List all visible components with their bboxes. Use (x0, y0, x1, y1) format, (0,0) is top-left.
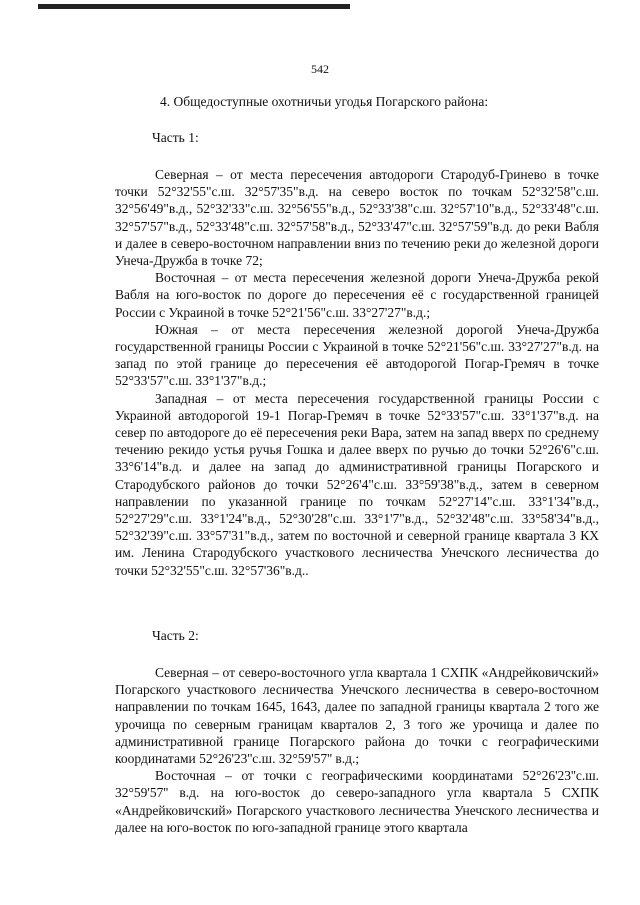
part1-east: Восточная – от места пересечения железной дороги Унеча-Дружба рекой Вабля на юго-восток по дороге до пересечения её с государственной границей России с Украиной в точке 52°21'56"с.ш. 33°27'27"в.д.; (115, 270, 599, 320)
part2-north: Северная – от северо-восточного угла квартала 1 СХПК «Андрейковичский» Погарского участкового лесничества Унечского лесничества в северо-восточном направлении по точкам 1645, 1643, далее по западной границы квартала 2 того же урочища по северным границам кварталов 2, 3 того же урочища и далее по административной границе Погарского района до точки с географическими координатами 52°26'23''с.ш. 32°59'57'' в.д.; (115, 665, 599, 767)
part1-north: Северная – от места пересечения автодороги Стародуб-Гринево в точке точки 52°32'55"с.ш. 32°57'35"в.д. на северо восток по точкам 52°32'58"с.ш. 32°56'49"в.д., 52°32'33"с.ш. 32°56'55"в.д., 52°33'38"с.ш. 32°57'10"в.д., 52°33'48"с.ш. 32°57'57"в.д., 52°33'48"с.ш. 32°57'58"в.д., 52°33'47"с.ш. 32°57'59"в.д. до реки Вабля и далее в северо-восточном направлении вниз по течению реки до железной дороги Унеча-Дружба в точке 72; (115, 167, 599, 269)
part1-south: Южная – от места пересечения железной дорогой Унеча-Дружба государственной границы России с Украиной в точке 52°21'56"с.ш. 33°27'27"в.д. на запад по этой границе до пересечения её автодорогой Погар-Гремяч в точке 52°33'57"с.ш. 33°1'37"в.д.; (115, 321, 599, 389)
page-number: 542 (311, 62, 329, 76)
part2-body (115, 664, 599, 836)
part1-body (115, 166, 599, 579)
part2-east: Восточная – от точки с географическими координатами 52°26'23''с.ш. 32°59'57'' в.д. на юго-восток до северо-западного угла квартала 5 СХПК «Андрейковичский» Погарского участкового лесничества Унечского лесничества и далее на юго-восток по юго-западной границе этого квартала (115, 768, 599, 835)
part2-label: Часть 2: (152, 628, 199, 643)
section-heading: 4. Общедоступные охотничьи угодья Погарского района: (160, 94, 489, 109)
part1-label: Часть 1: (152, 130, 199, 145)
part1-west: Западная – от места пересечения государственной границы России с Украиной автодорогой 19-1 Погар-Гремяч в точке 52°33'57"с.ш. 33°1'37"в.д. на север по автодороге до её пересечения реки Вара, затем на запад вверх по среднему течению рекидо устья ручья Гошка и далее вверх по ручью до точки 52°26'6"с.ш. 33°6'14"в.д. и далее на запад до административной границы Погарского и Стародубского районов до точки 52°26'4"с.ш. 33°59'38"в.д., затем в северном направлении по указанной границе по точкам 52°27'14"с.ш. 33°1'34"в.д., 52°27'29"с.ш. 33°1'24"в.д., 52°30'28"с.ш. 33°1'7"в.д., 52°32'48"с.ш. 33°58'34"в.д., 52°32'39"с.ш. 33°57'31"в.д., затем по восточной и северной границе квартала 3 КХ им. Ленина Стародубского участкового лесничества Унечского лесничества до точки 52°32'55"с.ш. 32°57'36"в.д.. (115, 390, 599, 578)
scan-edge-bar (38, 4, 350, 9)
